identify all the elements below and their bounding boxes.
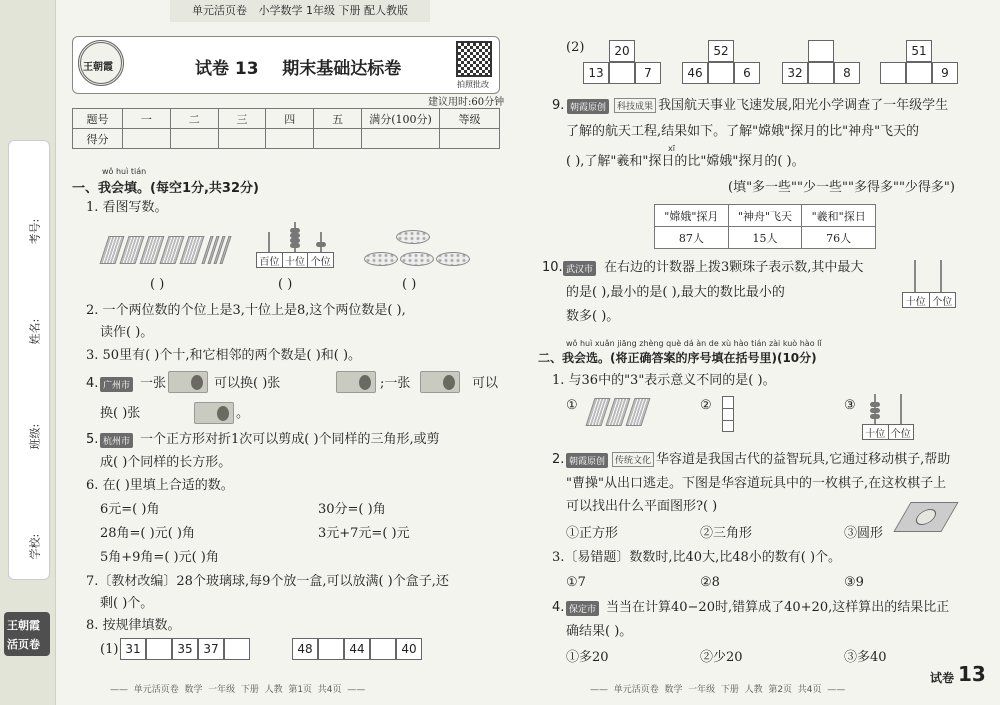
survey-value: 76人	[802, 227, 876, 249]
q4-text-2: 可以换( )张	[214, 376, 281, 391]
s2q2-option-1[interactable]: ①正方形	[566, 526, 619, 541]
q8-label-1: (1)	[100, 642, 119, 657]
q9-number: 9.	[552, 98, 565, 113]
q5-number: 5.	[86, 432, 99, 447]
seq-cell[interactable]: 8	[834, 62, 860, 84]
badge-title-text: 活页卷	[7, 638, 40, 651]
q10-number: 10.	[542, 260, 563, 275]
bill-image	[336, 371, 376, 393]
footer-right: —— 单元活页卷 数学 一年级 下册 人教 第2页 共4页 ——	[590, 685, 846, 695]
score-input-cell[interactable]	[123, 129, 171, 149]
q9-line3: ( ),了解"羲和"探日的比"嫦娥"探月的( )。	[566, 154, 805, 169]
s2q4-option-3[interactable]: ③多40	[844, 650, 887, 665]
score-head-cell: 满分(100分)	[362, 109, 440, 129]
seq-cell[interactable]	[906, 62, 932, 84]
score-table	[72, 108, 500, 149]
s2q4-option-2[interactable]: ②少20	[700, 650, 743, 665]
section1-title: 一、我会填。(每空1分,共32分)	[72, 181, 259, 196]
s2q3-text: 3.〔易错题〕数数时,比40大,比48小的数有( )个。	[552, 550, 842, 565]
s2q2-option-3[interactable]: ③圆形	[844, 526, 884, 541]
header-series: 单元活页卷	[192, 4, 247, 17]
seq-cell[interactable]	[370, 638, 396, 660]
q1-text: 1. 看图写数。	[86, 200, 168, 215]
counter-label: 十位	[903, 293, 930, 307]
q2-line2: 读作( )。	[100, 325, 154, 340]
bill-image	[168, 371, 208, 393]
score-head-cell: 等级	[440, 109, 500, 129]
s2q2-original-tag: 朝霞原创	[566, 453, 608, 468]
s2q2-line2: "曹操"从出口逃走。下图是华容道玩具中的一枚棋子,在这枚棋子上	[566, 476, 947, 491]
q5-line1: 一个正方形对折1次可以剪成( )个同样的三角形,或剪	[140, 432, 440, 447]
s2q2-line3: 可以找出什么平面图形?( )	[566, 499, 718, 514]
page-badge-label: 试卷	[930, 671, 955, 685]
header-grade-info: 小学数学 1年级 下册 配人教版	[258, 4, 408, 17]
score-input-cell[interactable]	[218, 129, 266, 149]
class-label: 班级:	[28, 423, 42, 450]
seq-cell[interactable]	[708, 62, 734, 84]
q9-survey-table	[654, 204, 876, 249]
seq-cell[interactable]: 48	[292, 638, 318, 660]
suggest-time: 建议用时:60分钟	[428, 97, 505, 108]
q6-item: 28角=( )元( )角	[100, 526, 195, 541]
seq-cell[interactable]: 31	[120, 638, 146, 660]
q10-line3: 数多( )。	[566, 309, 620, 324]
qr-label: 拍照批改	[457, 80, 489, 89]
abacus-label: 百位	[257, 253, 283, 267]
seq-cell[interactable]: 46	[682, 62, 708, 84]
s2q1-option-3[interactable]: ③	[844, 398, 856, 413]
name-label: 姓名:	[28, 318, 42, 345]
counter-label: 个位	[932, 297, 953, 308]
seq-cell[interactable]: 32	[782, 62, 808, 84]
q7-line2: 剩( )个。	[100, 596, 154, 611]
seq-cell[interactable]: 37	[198, 638, 224, 660]
survey-value: 15人	[728, 227, 802, 249]
q10-line2: 的是( ),最小的是( ),最大的数比最小的	[566, 285, 785, 300]
q7-line1: 7.〔教材改编〕28个玻璃球,每9个放一盒,可以放满( )个盒子,还	[86, 574, 449, 589]
s2q1-cubes-figure	[722, 396, 734, 432]
q4-number: 4.	[86, 376, 99, 391]
q1-abacus	[256, 222, 334, 268]
survey-head: "神舟"飞天	[728, 205, 802, 227]
seq-cell[interactable]	[609, 62, 635, 84]
s2q1-abacus	[862, 394, 914, 440]
seq-cell[interactable]: 9	[932, 62, 958, 84]
q6-item: 3元+7元=( )元	[318, 526, 410, 541]
seq-cell[interactable]: 35	[172, 638, 198, 660]
seq-cell[interactable]	[224, 638, 250, 660]
q10-counter	[902, 260, 956, 308]
abacus-label: 十位	[863, 425, 889, 439]
seq-cell[interactable]: 52	[708, 40, 734, 62]
score-row-label: 得分	[73, 129, 123, 149]
bill-image	[194, 402, 234, 424]
section1-pinyin: wǒ huì tián	[102, 167, 147, 176]
q1-answer-1[interactable]: ( )	[150, 277, 165, 292]
survey-head: "羲和"探日	[802, 205, 876, 227]
q4-text-1: 一张	[140, 376, 167, 391]
q3-text: 3. 50里有( )个十,和它相邻的两个数是( )和( )。	[86, 348, 362, 363]
seq-cell[interactable]	[808, 40, 834, 62]
q9-original-tag: 朝霞原创	[567, 99, 609, 114]
footer-left: —— 单元活页卷 数学 一年级 下册 人教 第1页 共4页 ——	[110, 685, 366, 695]
score-head-cell: 五	[314, 109, 362, 129]
s2q4-option-1[interactable]: ①多20	[566, 650, 609, 665]
seq-cell[interactable]: 51	[906, 40, 932, 62]
seq-cell[interactable]: 7	[635, 62, 661, 84]
s2q2-option-2[interactable]: ②三角形	[700, 526, 753, 541]
q9-hint: (填"多一些""少一些""多得多""少得多")	[728, 180, 955, 195]
q6-item: 5角+9角=( )元( )角	[100, 550, 219, 565]
seq-cell[interactable]: 6	[734, 62, 760, 84]
seq-cell[interactable]: 13	[583, 62, 609, 84]
q5-region-tag: 杭州市	[100, 433, 133, 448]
chess-piece-figure	[893, 502, 958, 532]
exam-no-label: 考号:	[28, 218, 42, 245]
s2q4-line1: 当当在计算40−20时,错算成了40+20,这样算出的结果比正	[606, 600, 950, 615]
abacus-label: 个位	[890, 429, 911, 440]
score-head-cell: 一	[123, 109, 171, 129]
q1-answer-2[interactable]: ( )	[278, 277, 293, 292]
q5-line2: 成( )个同样的长方形。	[100, 455, 232, 470]
seq-cell[interactable]	[808, 62, 834, 84]
score-input-cell[interactable]	[362, 129, 440, 149]
q9-topic-tag: 科技成果	[614, 98, 656, 113]
q9-pinyin: xī	[668, 144, 675, 153]
s2q4-number: 4.	[552, 600, 565, 615]
survey-value: 87人	[655, 227, 729, 249]
q4-text-4: 可以	[472, 376, 499, 391]
s2q1-option-1[interactable]: ①	[566, 398, 578, 413]
q4-text-6: 。	[236, 406, 250, 421]
qr-code	[456, 41, 492, 77]
abacus-label: 个位	[310, 257, 331, 268]
score-head-cell: 二	[170, 109, 218, 129]
score-input-cell[interactable]	[314, 129, 362, 149]
brand-logo	[78, 40, 124, 86]
q9-line2: 了解的航天工程,结果如下。了解"嫦娥"探月的比"神舟"飞天的	[566, 124, 920, 139]
survey-head: "嫦娥"探月	[655, 205, 729, 227]
section2-pinyin: wǒ huì xuǎn jiāng zhèng què dá àn de xù hào tián zài kuò hào lǐ	[566, 339, 822, 348]
score-head-cell: 题号	[73, 109, 123, 129]
seq-cell[interactable]: 44	[344, 638, 370, 660]
s2q2-number: 2.	[552, 452, 565, 467]
logo-text: 王朝霞	[83, 62, 113, 73]
score-input-cell[interactable]	[170, 129, 218, 149]
top-header-bar	[170, 0, 430, 22]
score-head-cell: 三	[218, 109, 266, 129]
score-head-cell: 四	[266, 109, 314, 129]
q8-title: 8. 按规律填数。	[86, 618, 181, 633]
score-input-cell[interactable]	[440, 129, 500, 149]
school-label: 学校:	[28, 533, 42, 560]
q10-region-tag: 武汉市	[563, 261, 596, 276]
s2q1-option-2[interactable]: ②	[700, 398, 712, 413]
s2q4-region-tag: 保定市	[566, 601, 599, 616]
q4-region-tag: 广州市	[100, 377, 133, 392]
badge-brand-text: 王朝霞	[7, 619, 40, 632]
q2-line1: 2. 一个两位数的个位上是3,十位上是8,这个两位数是( ),	[86, 303, 406, 318]
paper-title: 试卷 13 期末基础达标卷	[195, 59, 402, 79]
q6-item: 30分=( )角	[318, 502, 386, 517]
q4-text-5: 换( )张	[100, 406, 141, 421]
page-badge	[912, 664, 994, 688]
s2q2-line1: 华容道是我国古代的益智玩具,它通过移动棋子,帮助	[656, 452, 951, 467]
page-badge-number: 13	[958, 662, 986, 686]
s2q3-option-3[interactable]: ③9	[844, 575, 864, 590]
seq-cell[interactable]: 40	[396, 638, 422, 660]
s2q3-option-1[interactable]: ①7	[566, 575, 586, 590]
q9-line1: 我国航天事业飞速发展,阳光小学调查了一年级学生	[658, 98, 949, 113]
q8-label-2: (2)	[566, 40, 585, 55]
section2-title: 二、我会选。(将正确答案的序号填在括号里)(10分)	[538, 351, 817, 365]
seq-cell[interactable]	[880, 62, 906, 84]
s2q1-text: 1. 与36中的"3"表示意义不同的是( )。	[552, 373, 776, 388]
score-input-cell[interactable]	[266, 129, 314, 149]
seq-cell[interactable]: 20	[609, 40, 635, 62]
s2q4-line2: 确结果( )。	[566, 624, 633, 639]
info-strip	[8, 140, 50, 580]
q6-item: 6元=( )角	[100, 502, 160, 517]
seq-cell[interactable]	[318, 638, 344, 660]
q10-line1: 在右边的计数器上拨3颗珠子表示数,其中最大	[604, 260, 864, 275]
q1-answer-3[interactable]: ( )	[402, 277, 417, 292]
sidebar-brand-badge	[4, 612, 50, 656]
s2q2-topic-tag: 传统文化	[612, 452, 654, 467]
s2q3-option-2[interactable]: ②8	[700, 575, 720, 590]
q6-title: 6. 在( )里填上合适的数。	[86, 478, 234, 493]
q4-text-3: ;一张	[380, 376, 411, 391]
abacus-label: 十位	[283, 253, 309, 267]
bill-image	[420, 371, 460, 393]
seq-cell[interactable]	[146, 638, 172, 660]
